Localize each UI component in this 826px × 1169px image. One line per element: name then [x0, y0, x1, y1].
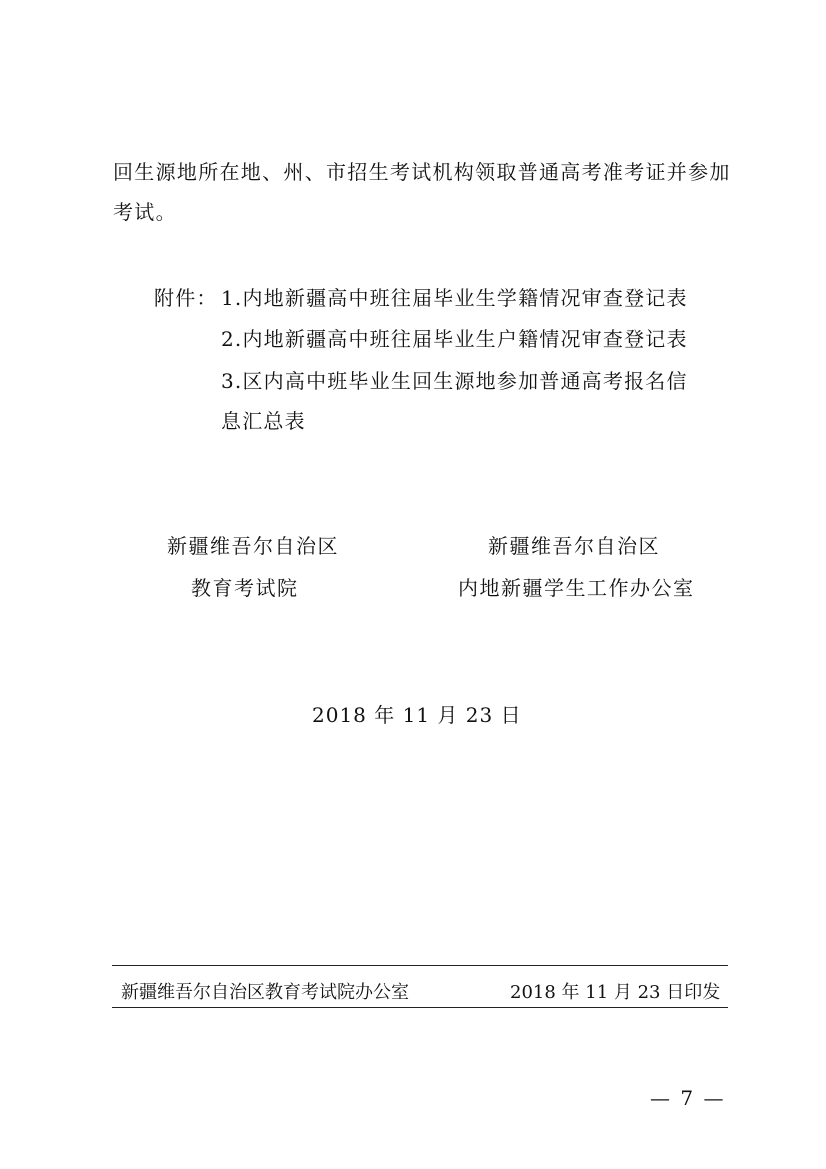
footer-issuer: 新疆维吾尔自治区教育考试院办公室: [121, 982, 409, 1003]
footer-bottom-rule: [112, 1007, 728, 1008]
body-text-line-2: 考试。: [113, 200, 177, 224]
attachment-item-1: 1.内地新疆高中班往届毕业生学籍情况审查登记表: [221, 286, 688, 310]
attachment-item-3-continued: 息汇总表: [221, 409, 306, 433]
body-text-line-1: 回生源地所在地、州、市招生考试机构领取普通高考准考证并参加: [113, 160, 731, 184]
issue-date: 2018 年 11 月 23 日: [312, 703, 522, 727]
footer-print-date: 2018 年 11 月 23 日印发: [510, 982, 721, 1003]
page-number: — 7 —: [650, 1086, 726, 1110]
signature-right-line2: 内地新疆学生工作办公室: [458, 576, 695, 600]
signature-right-line1: 新疆维吾尔自治区: [488, 534, 660, 558]
attachment-item-2: 2.内地新疆高中班往届毕业生户籍情况审查登记表: [221, 327, 688, 351]
signature-left-line1: 新疆维吾尔自治区: [167, 534, 339, 558]
attachments-label: 附件：: [154, 286, 218, 310]
signature-left-line2: 教育考试院: [191, 576, 299, 600]
footer-top-rule: [112, 965, 728, 966]
attachment-item-3: 3.区内高中班毕业生回生源地参加普通高考报名信: [221, 369, 688, 393]
